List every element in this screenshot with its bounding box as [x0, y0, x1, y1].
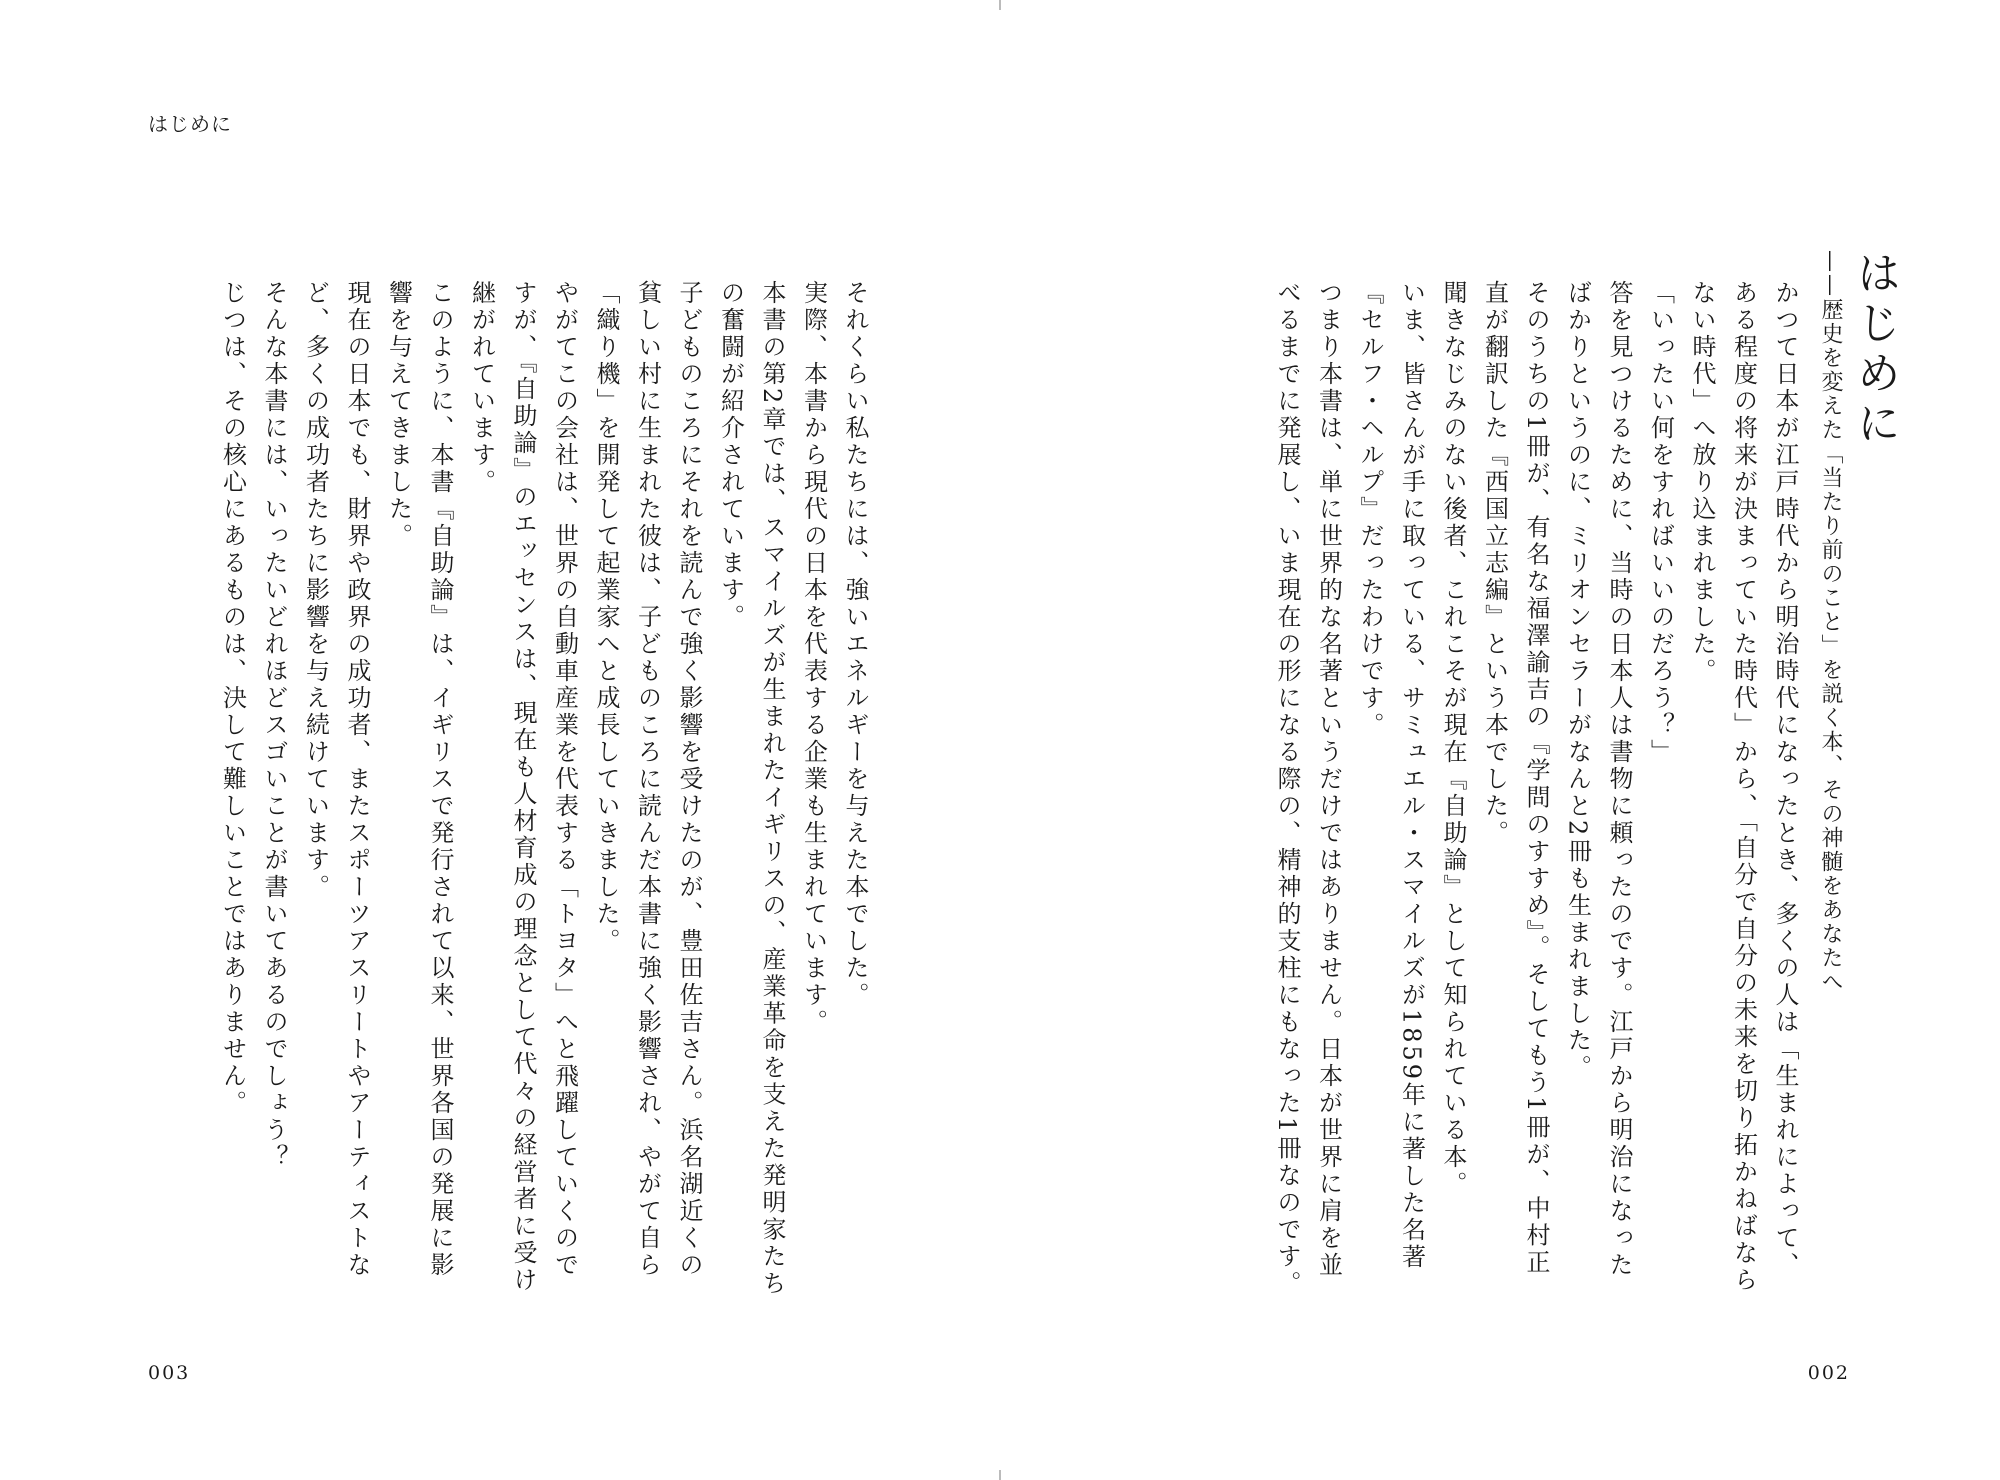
- paragraph: やがてこの会社は、世界の自動車産業を代表する「トヨタ」へと飛躍していくのですが、『自助論』のエッセンスは、現在も人材育成の理念として代々の経営者に受け継がれています。: [467, 280, 579, 1294]
- paragraph: 子どものころにそれを読んで強く影響を受けたのが、豊田佐吉さん。浜名湖近くの貧しい村に生まれた彼は、子どものころに読んだ本書に強く影響され、やがて自ら「織り機」を開発して起業家へと成長していきました。: [592, 280, 703, 1279]
- chapter-title-block: [1815, 250, 1902, 1300]
- page-number-left: 003: [148, 1362, 191, 1384]
- paragraph: つまり本書は、単に世界的な名著というだけではありません。日本が世界に肩を並べるまでに発展し、いま現在の形になる際の、精神的支柱にもなった1冊なのです。: [1273, 280, 1343, 1298]
- paragraph: 現在の日本でも、財界や政界の成功者、またスポーツアスリートやアーティストなど、多くの成功者たちに影響を与え続けています。: [301, 280, 371, 1279]
- title-dash: ——: [1818, 250, 1843, 298]
- paragraph: かつて日本が江戸時代から明治時代になったとき、多くの人は「生まれによって、ある程度の将来が決まっていた時代」から、「自分で自分の未来を切り拓かねばならない時代」へ放り込まれました。: [1688, 280, 1799, 1294]
- paragraph: それくらい私たちには、強いエネルギーを与えた本でした。: [841, 280, 869, 1009]
- left-page-body: [211, 280, 875, 1300]
- paragraph: 聞きなじみのない後者、これこそが現在『自助論』として知られている本。: [1439, 280, 1467, 1198]
- paragraph: 答を見つけるために、当時の日本人は書物に頼ったのです。江戸から明治になったばかりというのに、ミリオンセラーがなんと2冊も生まれました。: [1563, 280, 1633, 1279]
- paragraph: いま、皆さんが手に取っている、サミュエル・スマイルズが1859年に著した名著『セルフ・ヘルプ』だったわけです。: [1356, 280, 1426, 1272]
- paragraph: 「いったい何をすればいいのだろう？」: [1646, 280, 1675, 766]
- paragraph: 実際、本書から現代の日本を代表する企業も生まれています。: [799, 280, 828, 1036]
- running-head: はじめに: [148, 112, 232, 136]
- chapter-subtitle: [1818, 250, 1843, 994]
- chapter-title: はじめに: [1849, 250, 1900, 450]
- page-number-right: 002: [1807, 1362, 1850, 1384]
- right-page-body: [1266, 280, 1806, 1300]
- paragraph: 本書の第2章では、スマイルズが生まれたイギリスの、産業革命を支えた発明家たちの奮闘が紹介されています。: [716, 280, 786, 1298]
- paragraph: このように、本書『自助論』は、イギリスで発行されて以来、世界各国の発展に影響を与えてきました。: [384, 280, 454, 1279]
- gutter-mark-top: [999, 0, 1001, 10]
- gutter-mark-bottom: [999, 1470, 1001, 1480]
- paragraph: そんな本書には、いったいどれほどスゴいことが書いてあるのでしょう？: [260, 280, 288, 1171]
- chapter-subtitle-text: 歴史を変えた「当たり前のこと」を説く本、その神髄をあなたへ: [1818, 298, 1843, 994]
- paragraph: じつは、その核心にあるものは、決して難しいことではありません。: [218, 280, 247, 1117]
- paragraph: そのうちの1冊が、有名な福澤諭吉の『学問のすすめ』。そしてもう1冊が、中村正直が翻訳した『西国立志編』という本でした。: [1480, 280, 1550, 1277]
